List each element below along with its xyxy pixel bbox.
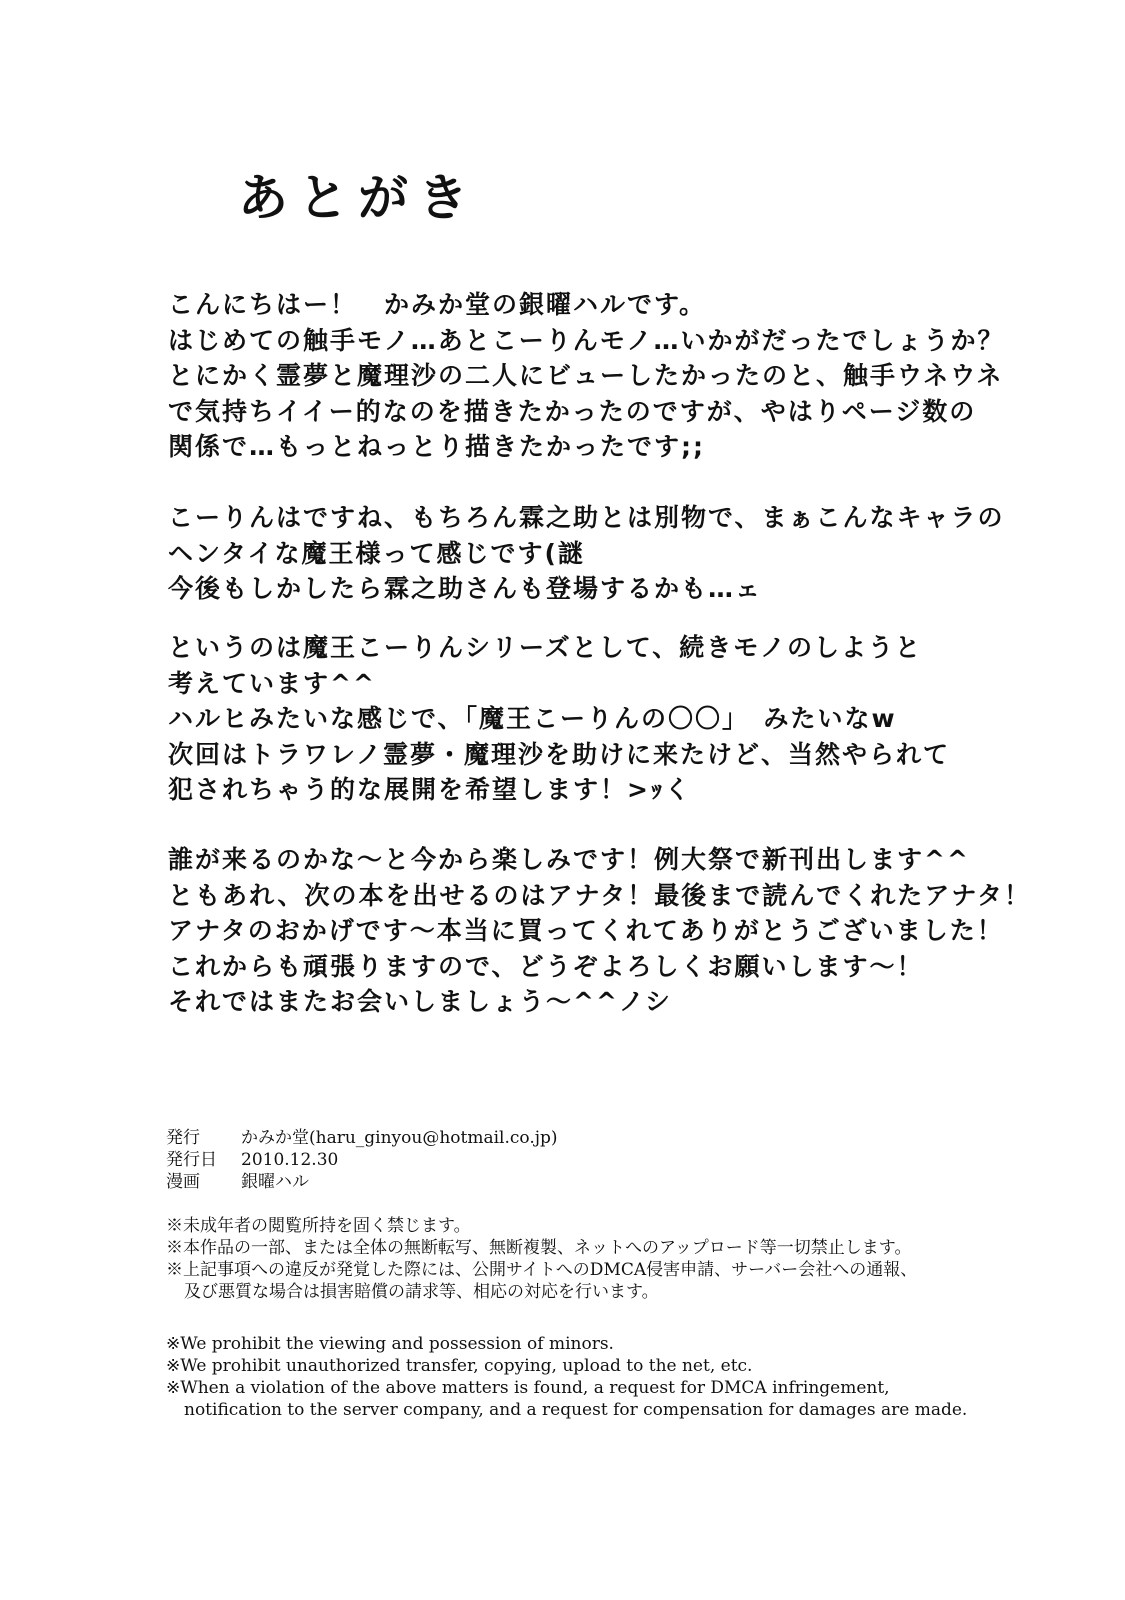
afterword-paragraph-4 — [168, 842, 1031, 1020]
text-line: 今後もしかしたら霖之助さんも登場するかも…ェ — [168, 574, 763, 603]
colophon-label: 発行 — [166, 1128, 200, 1148]
text-line: 次回はトラワレノ霊夢・魔理沙を助けに来たけど、当然やられて — [168, 739, 951, 769]
text-line: 誰が来るのかな～と今から楽しみです！例大祭で新刊出します^^ — [168, 845, 970, 874]
legal-notice-english — [166, 1333, 967, 1421]
notice-line: ※本作品の一部、または全体の無断転写、無断複製、ネットへのアップロード等一切禁止します。 — [166, 1238, 912, 1258]
notice-line: ※When a violation of the above matters is found, a request for DMCA infringement, — [166, 1378, 890, 1398]
colophon-publisher-row — [166, 1127, 558, 1149]
colophon-value: かみか堂(haru_ginyou@hotmail.co.jp) — [241, 1128, 558, 1148]
colophon-artist-row — [166, 1171, 558, 1193]
afterword-paragraph-2 — [168, 500, 1005, 607]
text-line: それではまたお会いしましょう～^^ノシ — [168, 987, 672, 1016]
text-line: これからも頑張りますので、どうぞよろしくお願いします～！ — [168, 951, 924, 981]
colophon — [166, 1127, 558, 1193]
text-line: 犯されちゃう的な展開を希望します！>ｯく — [168, 775, 692, 804]
notice-line: ※上記事項への違反が発覚した際には、公開サイトへのDMCA侵害申請、サーバー会社への通報、 — [166, 1260, 918, 1280]
text-line: 考えています^^ — [168, 668, 376, 698]
colophon-label: 発行日 — [166, 1150, 217, 1170]
notice-line: notification to the server company, and a request for compensation for damages are made. — [184, 1400, 968, 1420]
text-line: とにかく霊夢と魔理沙の二人にビューしたかったのと、触手ウネウネ — [168, 361, 1004, 390]
text-line: はじめての触手モノ…あとこーりんモノ…いかがだったでしょうか？ — [168, 325, 1005, 355]
afterword-paragraph-3 — [168, 630, 950, 808]
colophon-label: 漫画 — [166, 1172, 200, 1192]
colophon-value: 2010.12.30 — [241, 1150, 339, 1170]
text-line: ハルヒみたいな感じで、「魔王こーりんの〇〇」 みたいなw — [168, 704, 897, 733]
text-line: 関係で…もっとねっとり描きたかったです;; — [168, 432, 705, 461]
colophon-date-row — [166, 1149, 558, 1171]
notice-line: ※未成年者の閲覧所持を固く禁じます。 — [166, 1216, 471, 1236]
text-line: こんにちはー！ かみか堂の銀曜ハルです。 — [168, 290, 707, 319]
text-line: ともあれ、次の本を出せるのはアナタ！最後まで読んでくれたアナタ！ — [168, 880, 1032, 910]
legal-notice-japanese — [166, 1215, 917, 1303]
text-line: アナタのおかげです～本当に買ってくれてありがとうございました！ — [168, 916, 1004, 945]
text-line: というのは魔王こーりんシリーズとして、続きモノのしようと — [168, 633, 923, 662]
text-line: で気持ちイイー的なのを描きたかったのですが、やはりページ数の — [168, 396, 977, 426]
notice-line: ※We prohibit the viewing and possession of minors. — [166, 1334, 614, 1354]
text-line: こーりんはですね、もちろん霖之助とは別物で、まぁこんなキャラの — [168, 503, 1005, 532]
notice-line: ※We prohibit unauthorized transfer, copying, upload to the net, etc. — [166, 1356, 753, 1376]
page-title: あとがき — [238, 169, 478, 227]
colophon-value: 銀曜ハル — [241, 1172, 309, 1192]
text-line: ヘンタイな魔王様って感じです(謎 — [168, 538, 585, 568]
notice-line: 及び悪質な場合は損害賠償の請求等、相応の対応を行います。 — [184, 1282, 659, 1302]
afterword-paragraph-1 — [168, 287, 1005, 465]
